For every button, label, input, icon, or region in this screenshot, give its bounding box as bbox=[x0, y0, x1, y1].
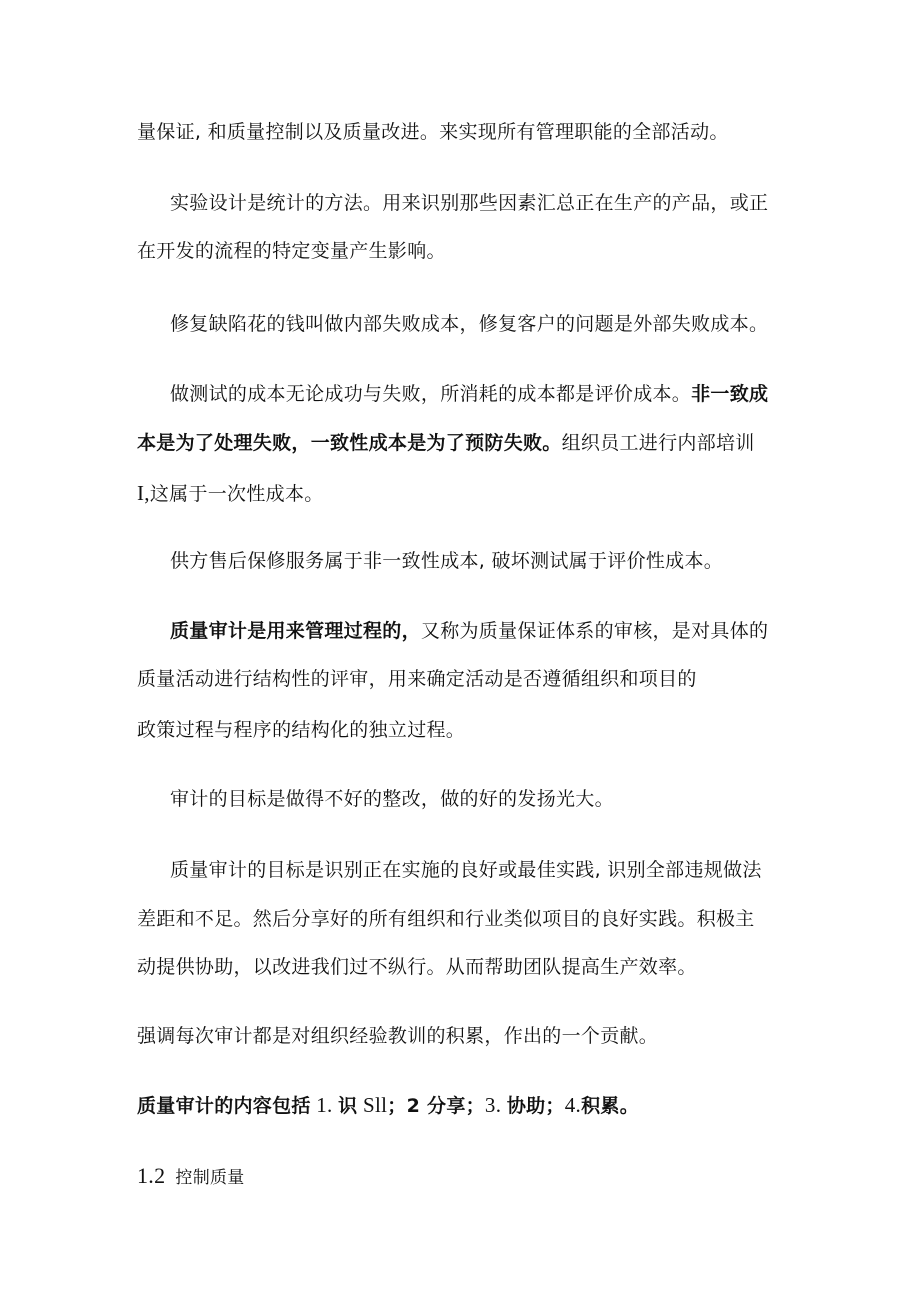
paragraph-failure-cost-line-1: 修复缺陷花的钱叫做内部失败成本，修复客户的问题是外部失败成本。 bbox=[170, 313, 769, 335]
audit-item-3-text: 协助； bbox=[506, 1095, 565, 1117]
paragraph-quality-audit-line-3: 政策过程与程序的结构化的独立过程。 bbox=[137, 719, 466, 741]
paragraph-audit-objectives-line-2: 差距和不足。然后分享好的所有组织和行业类似项目的良好实践。积极主 bbox=[137, 908, 755, 930]
audit-item-4-text: 积累。 bbox=[581, 1095, 639, 1117]
paragraph-audit-goal-line-1: 审计的目标是做得不好的整改，做的好的发扬光大。 bbox=[170, 788, 614, 810]
audit-item-1-suffix: Sll bbox=[357, 1093, 388, 1117]
one-time-cost-text: 这属于一次性成本。 bbox=[149, 483, 324, 505]
paragraph-appraisal-cost-line-2 bbox=[0, 430, 920, 456]
paragraph-quality-audit-line-2: 质量活动进行结构性的评审，用来确定活动是否遵循组织和项目的 bbox=[137, 668, 697, 690]
paragraph-appraisal-cost-line-3 bbox=[0, 480, 920, 507]
paragraph-appraisal-cost-line-1 bbox=[0, 381, 920, 407]
paragraph-audit-objectives-line-1: 质量审计的目标是识别正在实施的良好或最佳实践, 识别全部违规做法 bbox=[170, 859, 762, 881]
paragraph-warranty-line-1: 供方售后保修服务属于非一致性成本, 破坏测试属于评价性成本。 bbox=[170, 550, 724, 572]
training-text: 组织员工进行内部培训 bbox=[561, 432, 755, 454]
audit-item-1-number: 1. bbox=[310, 1093, 339, 1117]
paragraph-quality-audit-line-1 bbox=[0, 618, 920, 644]
nonconformance-bold-text: 非一致成 bbox=[691, 383, 769, 405]
line-prefix: I, bbox=[137, 481, 150, 505]
audit-item-3-number: 3. bbox=[484, 1093, 507, 1117]
section-heading bbox=[0, 1163, 920, 1191]
section-title: 控制质量 bbox=[175, 1168, 245, 1188]
audit-item-2-text: ；2 分享； bbox=[387, 1095, 485, 1117]
paragraph-lessons-learned-line-1: 强调每次审计都是对组织经验教训的积累，作出的一个贡献。 bbox=[137, 1025, 659, 1047]
audit-item-1-text: 识 bbox=[338, 1095, 358, 1117]
section-number: 1.2 bbox=[137, 1163, 166, 1188]
quality-audit-bold-text: 质量审计是用来管理过程的， bbox=[170, 620, 421, 642]
paragraph-quality-management-line-1: 量保证, 和质量控制以及质量改进。来实现所有管理职能的全部活动。 bbox=[137, 121, 729, 143]
audit-item-4-number: 4. bbox=[564, 1093, 582, 1117]
conformance-bold-text: 本是为了处理失败，一致性成本是为了预防失败。 bbox=[137, 432, 562, 454]
paragraph-experiment-design-line-2: 在开发的流程的特定变量产生影响。 bbox=[137, 240, 446, 262]
audit-content-label: 质量审计的内容包括 bbox=[137, 1095, 311, 1117]
appraisal-cost-text: 做测试的成本无论成功与失败，所消耗的成本都是评价成本。 bbox=[170, 383, 692, 405]
paragraph-audit-objectives-line-3: 动提供协助，以改进我们过不纵行。从而帮助团队提高生产效率。 bbox=[137, 956, 697, 978]
paragraph-experiment-design-line-1: 实验设计是统计的方法。用来识别那些因素汇总正在生产的产品，或正 bbox=[170, 192, 769, 214]
paragraph-audit-content-line-1 bbox=[0, 1092, 920, 1119]
quality-audit-text: 又称为质量保证体系的审核，是对具体的 bbox=[420, 620, 769, 642]
